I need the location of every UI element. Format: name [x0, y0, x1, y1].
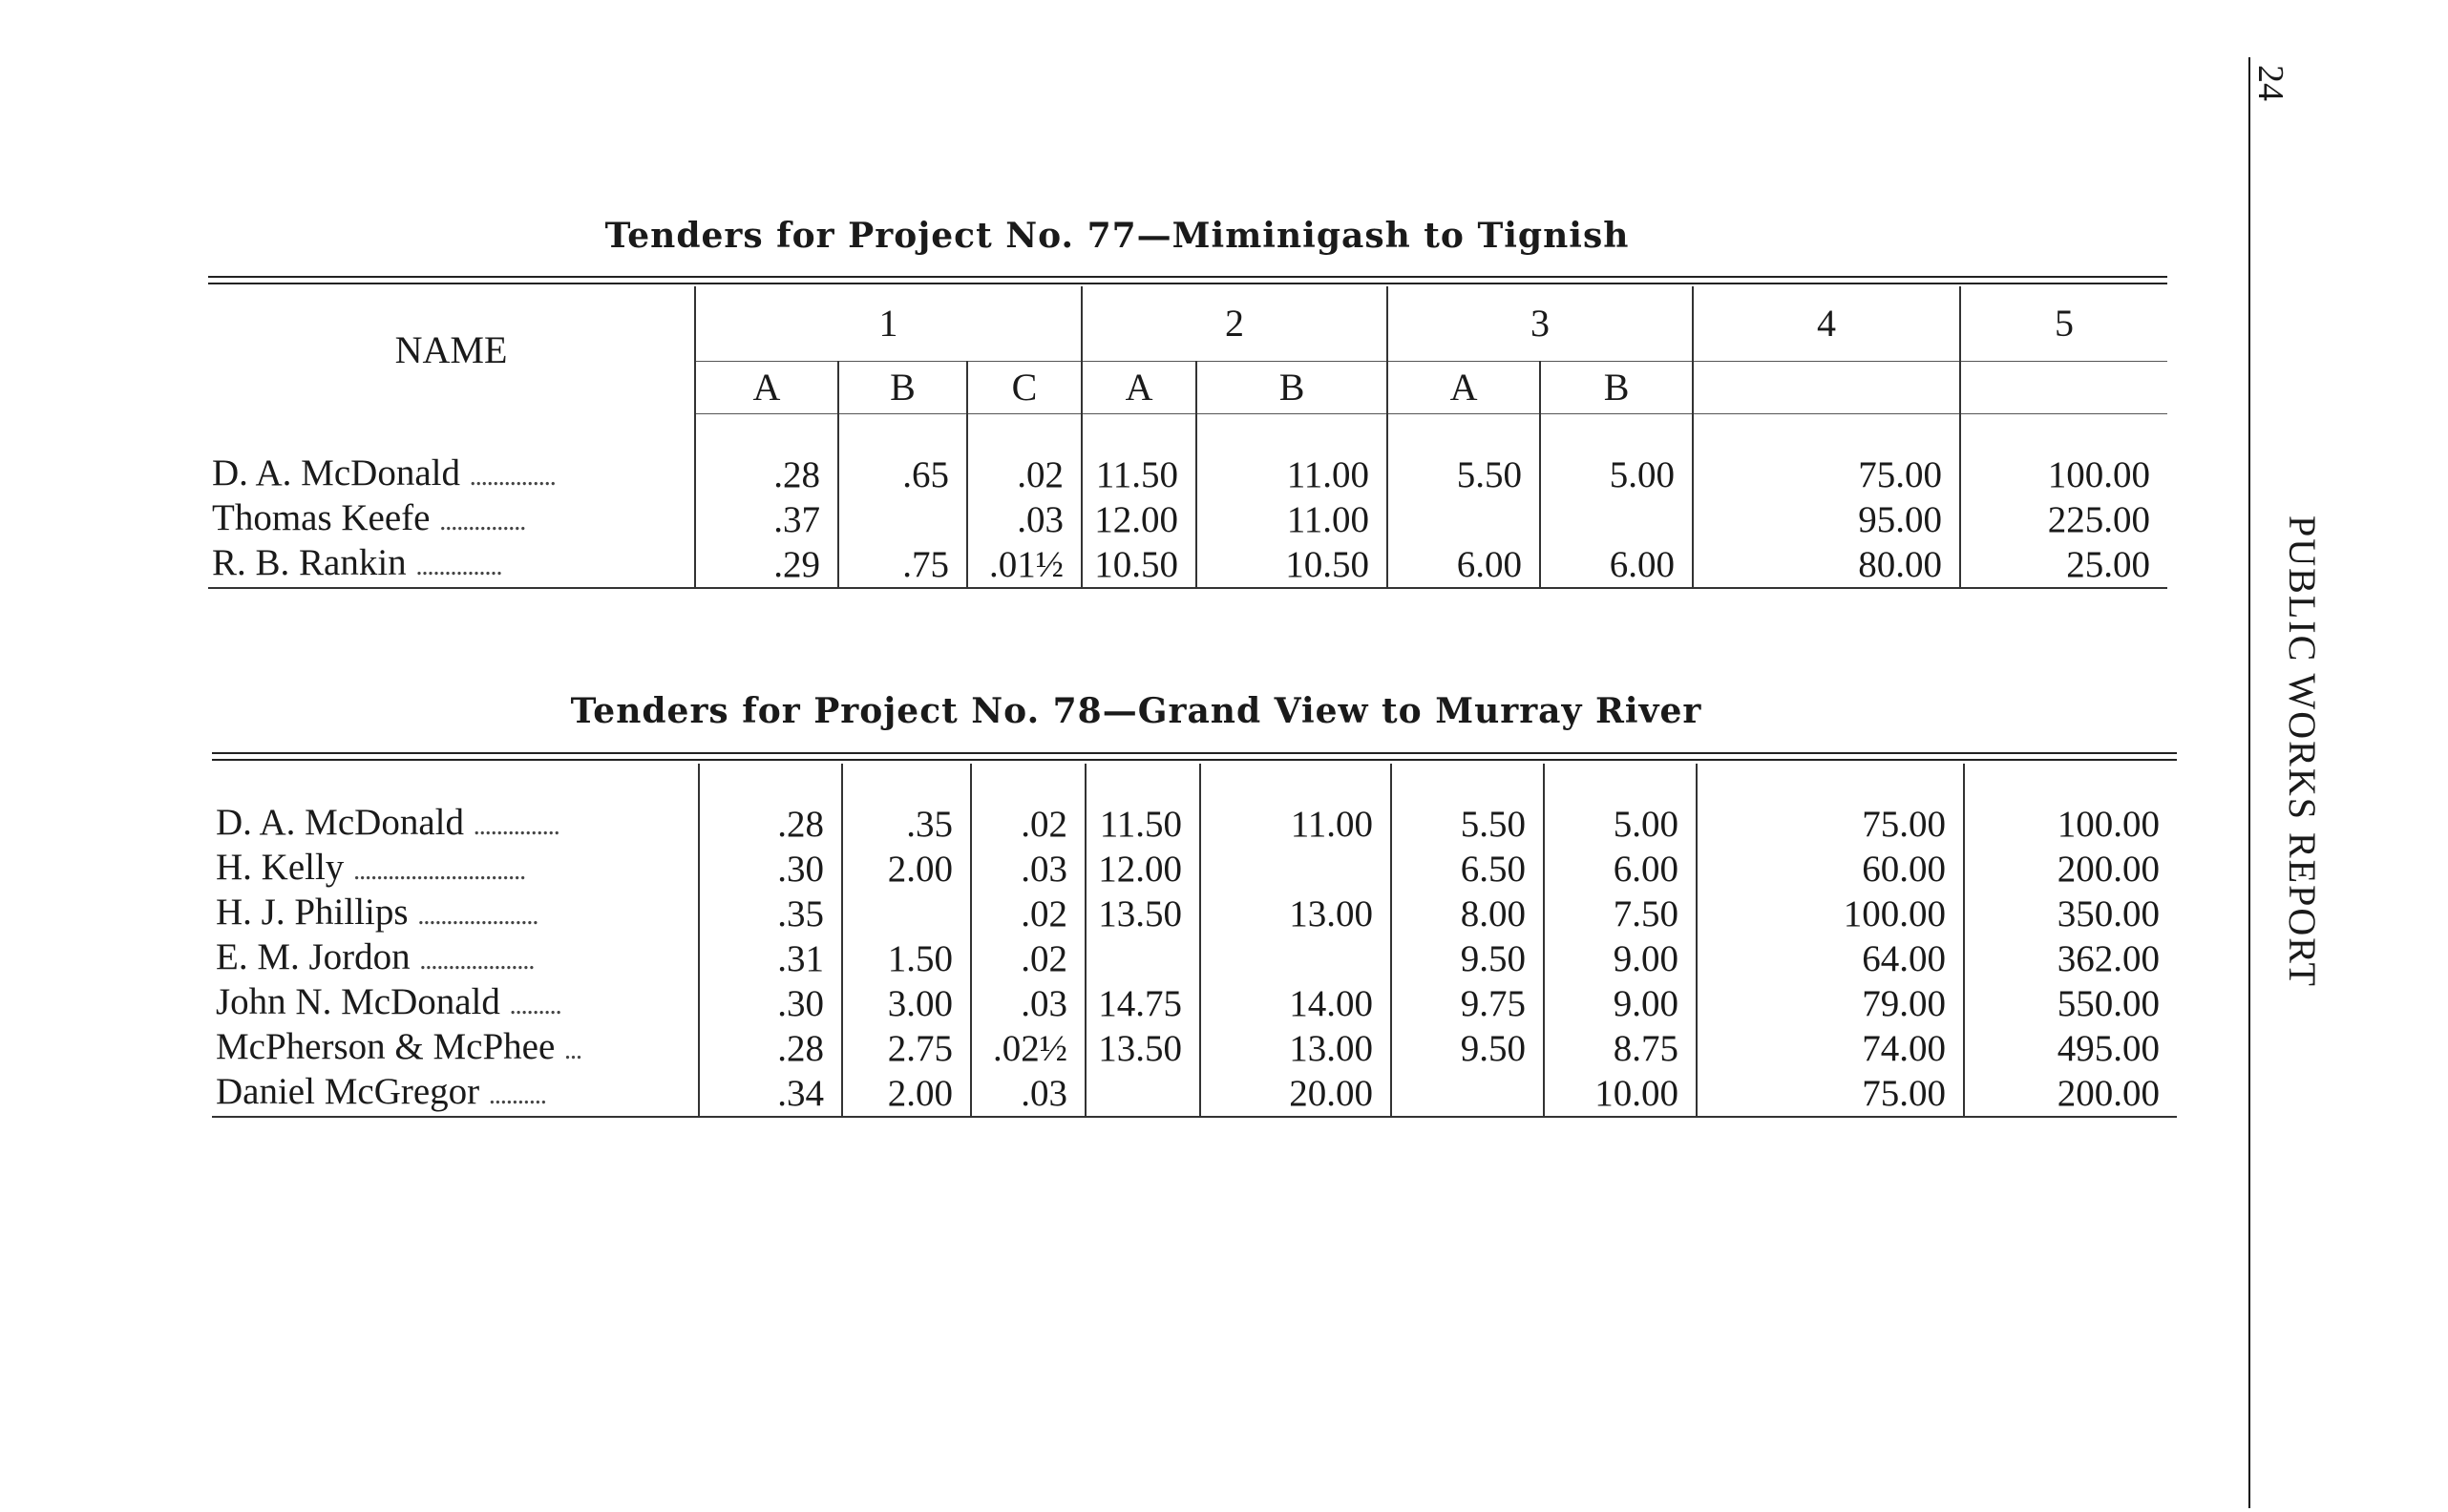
cell-2a: 14.75: [1086, 981, 1200, 1026]
running-head: PUBLIC WORKS REPORT: [2281, 515, 2324, 988]
cell-4: 74.00: [1697, 1026, 1964, 1071]
cell-1c: .02: [971, 892, 1086, 936]
group-header-5: 5: [2055, 302, 2075, 345]
cell-3a: 6.00: [1387, 542, 1540, 588]
cell-5: 100.00: [2047, 454, 2151, 495]
cell-2b: 11.00: [1196, 452, 1387, 497]
cell-4: 64.00: [1697, 936, 1964, 981]
cell-1b: 2.00: [842, 847, 971, 892]
table-title-project-78: Tenders for Project No. 78—Grand View to Murray River: [570, 691, 1702, 731]
table-title-project-77: Tenders for Project No. 77—Miminigash to Tignish: [604, 216, 1630, 256]
table-row: [212, 981, 2177, 1026]
subheader-3a: A: [1387, 362, 1540, 414]
cell-1b: .65: [838, 452, 967, 497]
cell-3b: 9.00: [1544, 981, 1697, 1026]
cell-1a: .28: [699, 802, 842, 847]
cell-3b: 5.00: [1544, 802, 1697, 847]
cell-1b: [838, 497, 967, 542]
cell-1c: .02½: [971, 1026, 1086, 1071]
subheader-4-empty: [1693, 362, 1960, 414]
dot-leader: ..........: [488, 1081, 546, 1110]
cell-2b: 13.00: [1200, 1026, 1391, 1071]
table-row: [212, 892, 2177, 936]
cell-1a: .30: [699, 981, 842, 1026]
bidder-name: H. Kelly: [216, 847, 345, 888]
subheader-1c: C: [967, 362, 1082, 414]
cell-2a: 10.50: [1082, 542, 1196, 588]
dot-leader: ....................: [419, 946, 535, 976]
table-row: [212, 936, 2177, 981]
double-rule-top: [212, 759, 2177, 761]
cell-4: 60.00: [1697, 847, 1964, 892]
cell-4: 100.00: [1697, 892, 1964, 936]
spacer-row: [212, 764, 2177, 802]
cell-1a: .35: [699, 892, 842, 936]
cell-1b: 2.75: [842, 1026, 971, 1071]
cell-1a: .37: [695, 497, 838, 542]
cell-5: 200.00: [1964, 1071, 2177, 1117]
cell-2b: 11.00: [1200, 802, 1391, 847]
bidder-name: Daniel McGregor: [216, 1071, 480, 1112]
double-rule-top: [212, 752, 2177, 754]
cell-2b: [1200, 936, 1391, 981]
dot-leader: ..............................: [353, 856, 526, 886]
cell-3a: 9.75: [1391, 981, 1544, 1026]
cell-2a: 11.50: [1082, 452, 1196, 497]
cell-3a: 9.50: [1391, 936, 1544, 981]
bidder-name: R. B. Rankin: [212, 542, 407, 583]
subheader-2a: A: [1082, 362, 1196, 414]
bidder-name: Thomas Keefe: [212, 497, 431, 538]
table-row: [212, 1026, 2177, 1071]
table-row: [208, 497, 2167, 542]
group-header-1: 1: [695, 286, 1082, 362]
cell-1b: .35: [842, 802, 971, 847]
cell-1a: .34: [699, 1071, 842, 1117]
group-header-3: 3: [1387, 286, 1693, 362]
dot-leader: ...............: [473, 811, 559, 841]
cell-3a: 5.50: [1387, 452, 1540, 497]
group-header-4: 4: [1693, 286, 1960, 362]
cell-3a: [1387, 497, 1540, 542]
dot-leader: ...: [564, 1036, 582, 1065]
table-row: [212, 1071, 2177, 1117]
cell-3a: 5.50: [1391, 802, 1544, 847]
cell-1b: 1.50: [842, 936, 971, 981]
bidder-name: E. M. Jordon: [216, 936, 411, 977]
cell-1a: .28: [695, 452, 838, 497]
cell-3b: [1540, 497, 1693, 542]
cell-3b: 6.00: [1544, 847, 1697, 892]
cell-2b: 10.50: [1196, 542, 1387, 588]
cell-5: 200.00: [2057, 849, 2160, 890]
cell-2b: 20.00: [1200, 1071, 1391, 1117]
cell-1c: .02: [967, 452, 1082, 497]
dot-leader: .........: [509, 991, 561, 1020]
spacer-row: [208, 414, 2167, 453]
cell-1a: .31: [699, 936, 842, 981]
cell-1a: .29: [695, 542, 838, 588]
cell-1c: .02: [971, 802, 1086, 847]
cell-4: 75.00: [1693, 452, 1960, 497]
cell-3a: 9.50: [1391, 1026, 1544, 1071]
cell-3b: 5.00: [1540, 452, 1693, 497]
cell-1c: .03: [971, 847, 1086, 892]
page-number: 24: [2250, 65, 2290, 101]
cell-2b: [1200, 847, 1391, 892]
cell-2b: 13.00: [1200, 892, 1391, 936]
cell-3b: 6.00: [1540, 542, 1693, 588]
subheader-5-empty: [1960, 362, 2167, 414]
dot-leader: .....................: [417, 901, 538, 931]
bidder-name: John N. McDonald: [216, 981, 500, 1022]
cell-3b: 7.50: [1544, 892, 1697, 936]
cell-5: 25.00: [1960, 542, 2167, 588]
table-row: [212, 802, 2177, 847]
double-rule-top: [208, 283, 2167, 284]
cell-1c: .03: [971, 1071, 1086, 1117]
subheader-1a: A: [695, 362, 838, 414]
cell-2a: 11.50: [1086, 802, 1200, 847]
cell-3b: 10.00: [1544, 1071, 1697, 1117]
cell-4: 75.00: [1697, 802, 1964, 847]
cell-1a: .28: [699, 1026, 842, 1071]
tender-table-project-77: [208, 286, 2167, 589]
cell-1c: .03: [971, 981, 1086, 1026]
table-row: [208, 452, 2167, 497]
double-rule-top: [208, 276, 2167, 278]
cell-3b: 9.00: [1544, 936, 1697, 981]
dot-leader: ...............: [415, 552, 502, 581]
cell-3b: 8.75: [1544, 1026, 1697, 1071]
cell-4: 80.00: [1693, 542, 1960, 588]
cell-3a: [1391, 1071, 1544, 1117]
cell-1b: [842, 892, 971, 936]
cell-5: 350.00: [2057, 893, 2160, 934]
cell-3a: 6.50: [1391, 847, 1544, 892]
cell-2a: 12.00: [1086, 847, 1200, 892]
cell-2a: 12.00: [1082, 497, 1196, 542]
bidder-name: D. A. McDonald: [212, 452, 460, 494]
margin-rule: [2248, 57, 2250, 1508]
cell-2a: 13.50: [1086, 892, 1200, 936]
cell-5: 100.00: [2057, 804, 2160, 845]
dot-leader: ...............: [469, 462, 556, 492]
cell-5: 495.00: [2057, 1028, 2160, 1069]
cell-2a: [1086, 1071, 1200, 1117]
table-row: [212, 847, 2177, 892]
cell-1c: .02: [971, 936, 1086, 981]
table-row: [208, 542, 2167, 588]
subheader-2b: B: [1196, 362, 1387, 414]
cell-1b: 3.00: [842, 981, 971, 1026]
cell-2a: 13.50: [1086, 1026, 1200, 1071]
cell-5: 225.00: [2047, 499, 2151, 540]
cell-4: 75.00: [1697, 1071, 1964, 1117]
cell-4: 79.00: [1697, 981, 1964, 1026]
cell-1b: 2.00: [842, 1071, 971, 1117]
subheader-3b: B: [1540, 362, 1693, 414]
bidder-name: H. J. Phillips: [216, 892, 409, 933]
cell-1c: .03: [967, 497, 1082, 542]
cell-1b: .75: [838, 542, 967, 588]
cell-2b: 11.00: [1196, 497, 1387, 542]
cell-5: 362.00: [2057, 938, 2160, 979]
header-row-groups: [208, 286, 2167, 362]
group-header-2: 2: [1082, 286, 1387, 362]
cell-2a: [1086, 936, 1200, 981]
cell-2b: 14.00: [1200, 981, 1391, 1026]
dot-leader: ...............: [439, 507, 526, 536]
cell-3a: 8.00: [1391, 892, 1544, 936]
subheader-1b: B: [838, 362, 967, 414]
bidder-name: McPherson & McPhee: [216, 1026, 556, 1067]
bidder-name: D. A. McDonald: [216, 802, 464, 843]
cell-5: 550.00: [2057, 983, 2160, 1024]
tender-table-project-78: [212, 764, 2177, 1118]
cell-1a: .30: [699, 847, 842, 892]
name-column-header: NAME: [208, 286, 695, 414]
cell-4: 95.00: [1693, 497, 1960, 542]
cell-1c: .01½: [967, 542, 1082, 588]
